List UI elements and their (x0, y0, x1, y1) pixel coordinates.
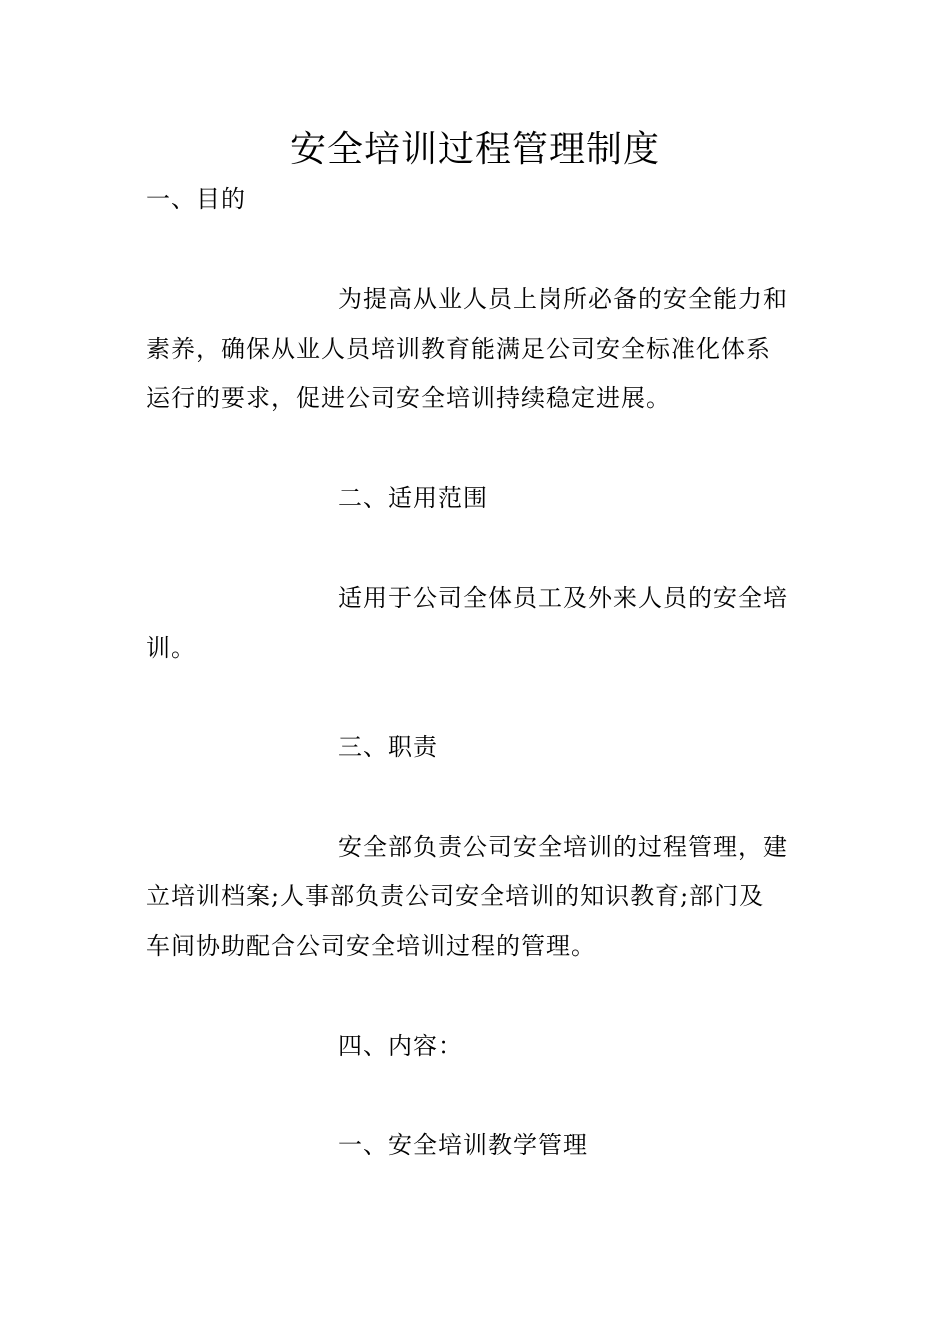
purpose-paragraph-line-2: 素养，确保从业人员培训教育能满足公司安全标准化体系 (146, 335, 771, 363)
responsibilities-paragraph-line-2: 立培训档案;人事部负责公司安全培训的知识教育;部门及 (146, 882, 765, 910)
purpose-paragraph-line-1: 为提高从业人员上岗所必备的安全能力和 (338, 285, 788, 313)
section-heading-purpose: 一、目的 (146, 185, 246, 213)
responsibilities-paragraph-line-3: 车间协助配合公司安全培训过程的管理。 (146, 932, 596, 960)
section-heading-content: 四、内容： (338, 1032, 463, 1060)
section-heading-scope: 二、适用范围 (338, 484, 488, 512)
subsection-heading-teaching-management: 一、安全培训教学管理 (338, 1131, 588, 1159)
scope-paragraph-line-2: 训。 (146, 634, 196, 662)
section-heading-responsibilities: 三、职责 (338, 733, 438, 761)
purpose-paragraph-line-3: 运行的要求，促进公司安全培训持续稳定进展。 (146, 384, 671, 412)
document-title: 安全培训过程管理制度 (289, 129, 660, 170)
scope-paragraph-line-1: 适用于公司全体员工及外来人员的安全培 (338, 584, 788, 612)
responsibilities-paragraph-line-1: 安全部负责公司安全培训的过程管理，建 (338, 833, 788, 861)
